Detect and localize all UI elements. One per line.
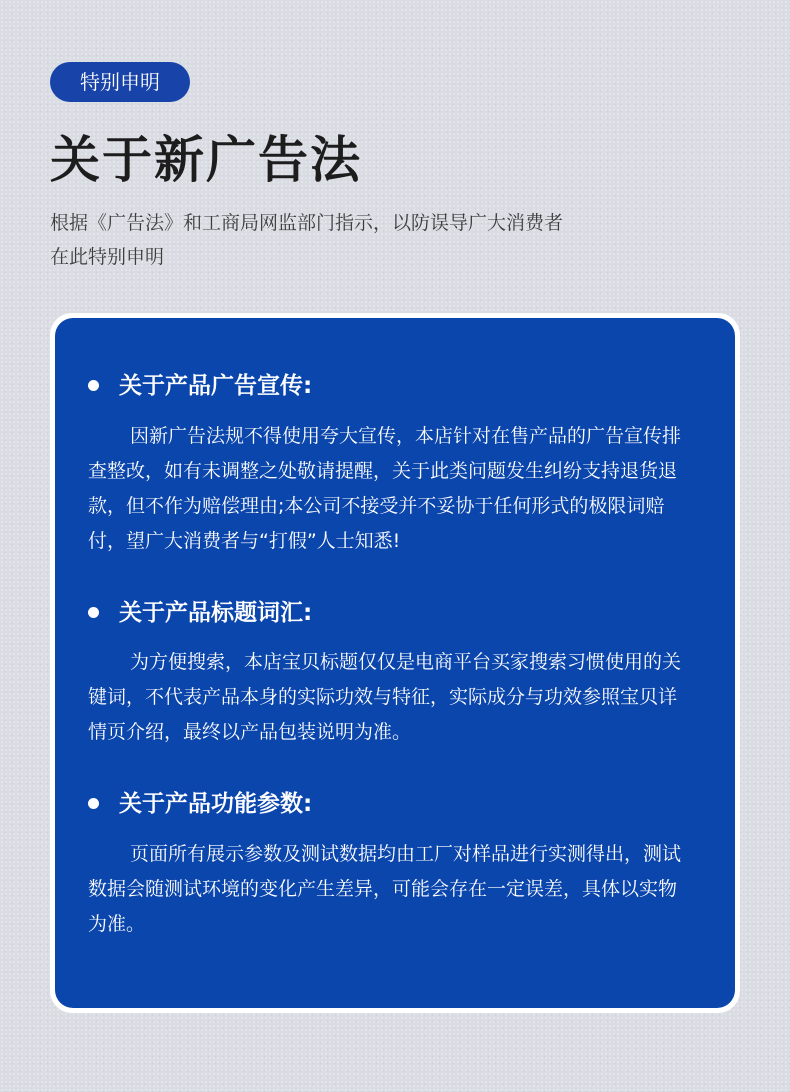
subtitle-line: 在此特别申明 xyxy=(50,246,165,268)
section-advertising xyxy=(55,366,735,552)
section-body xyxy=(88,419,713,559)
bullet-icon xyxy=(88,380,99,391)
body-line: 为方便搜索，本店宝贝标题仅仅是电商平台买家搜索习惯使用的关 xyxy=(130,651,682,673)
body-line: 付，望广大消费者与“打假”人士知悉! xyxy=(88,530,401,552)
body-line: 情页介绍，最终以产品包装说明为准。 xyxy=(88,721,412,743)
section-title: 关于产品标题词汇: xyxy=(119,600,313,626)
body-line: 为准。 xyxy=(88,913,146,935)
body-line: 数据会随测试环境的变化产生差异，可能会存在一定误差，具体以实物 xyxy=(88,878,678,900)
bullet-icon xyxy=(88,798,99,809)
notice-card xyxy=(55,318,735,1008)
body-line: 查整改，如有未调整之处敬请提醒，关于此类问题发生纠纷支持退货退 xyxy=(88,460,678,482)
body-line: 页面所有展示参数及测试数据均由工厂对样品进行实测得出，测试 xyxy=(130,843,682,865)
page-subtitle xyxy=(50,206,650,274)
section-header xyxy=(55,593,735,633)
section-parameters xyxy=(55,784,735,935)
section-header xyxy=(55,784,735,824)
body-line: 因新广告法规不得使用夸大宣传，本店针对在售产品的广告宣传排 xyxy=(130,425,682,447)
section-title: 关于产品功能参数: xyxy=(119,791,313,817)
notice-tag: 特别申明 xyxy=(50,62,190,102)
section-header xyxy=(55,366,735,406)
page-title: 关于新广告法 xyxy=(50,131,362,189)
body-line: 键词，不代表产品本身的实际功效与特征，实际成分与功效参照宝贝详 xyxy=(88,686,678,708)
bullet-icon xyxy=(88,607,99,618)
subtitle-line: 根据《广告法》和工商局网监部门指示，以防误导广大消费者 xyxy=(50,212,564,234)
body-line: 款，但不作为赔偿理由;本公司不接受并不妥协于任何形式的极限词赔 xyxy=(88,495,665,517)
section-body xyxy=(88,645,713,750)
section-title-keywords xyxy=(55,593,735,743)
section-body xyxy=(88,837,713,942)
section-title: 关于产品广告宣传: xyxy=(119,373,313,399)
